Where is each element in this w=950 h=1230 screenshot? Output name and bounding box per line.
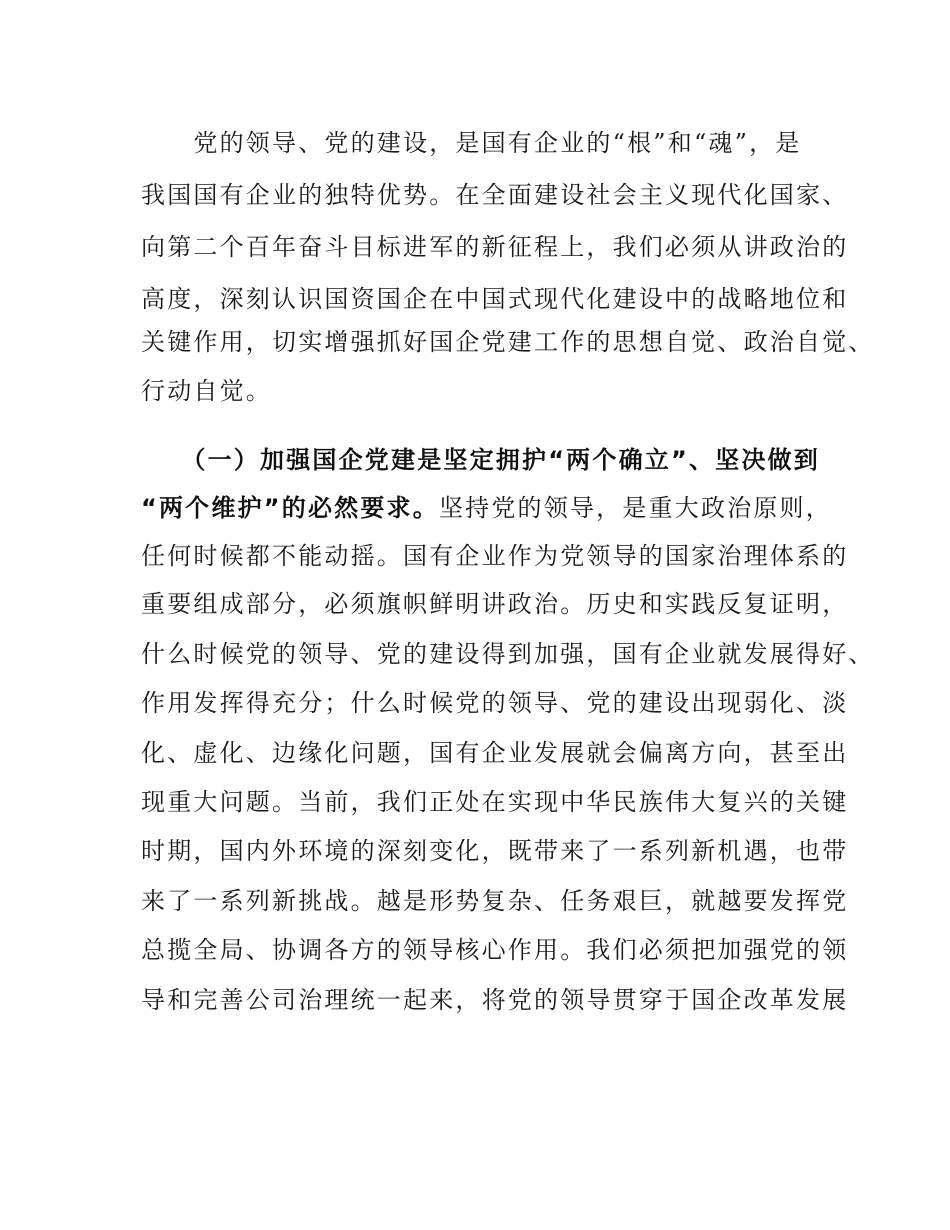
paragraph-2-line-6: 现重大问题。当前，我们正处在实现中华民族伟大复兴的关键 [141,788,849,816]
paragraph-1-line-3: 向第二个百年奋斗目标进军的新征程上，我们必须从讲政治的 [141,233,849,261]
paragraph-2-line-4: 作用发挥得充分；什么时候党的领导、党的建设出现弱化、淡 [141,689,849,717]
section-heading-line-2 [141,493,832,523]
paragraph-2-line-1: 任何时候都不能动摇。国有企业作为党领导的国家治理体系的 [141,542,849,570]
paragraph-1-line-6: 行动自觉。 [141,377,272,405]
paragraph-2-line-7: 时期，国内外环境的深刻变化，既带来了一系列新机遇，也带 [141,837,849,865]
paragraph-2-line-8: 来了一系列新挑战。越是形势复杂、任务艰巨，就越要发挥党 [141,887,849,915]
paragraph-1-line-2: 我国国有企业的独特优势。在全面建设社会主义现代化国家、 [141,181,849,209]
paragraph-1-line-5: 关键作用，切实增强抓好国企党建工作的思想自觉、政治自觉、 [141,328,875,356]
paragraph-2-line-10: 导和完善公司治理统一起来，将党的领导贯穿于国企改革发展 [141,986,849,1014]
paragraph-2-line-2: 重要组成部分，必须旗帜鲜明讲政治。历史和实践反复证明， [141,590,849,618]
section-heading-rest: 坚持党的领导，是重大政治原则， [438,494,832,522]
paragraph-1-line-4: 高度，深刻认识国资国企在中国式现代化建设中的战略地位和 [141,285,849,313]
paragraph-2-line-9: 总揽全局、协调各方的领导核心作用。我们必须把加强党的领 [141,936,849,964]
paragraph-2-line-3: 什么时候党的领导、党的建设得到加强，国有企业就发展得好、 [141,640,875,668]
section-heading-line-1: （一）加强国企党建是坚定拥护“两个确立”、坚决做到 [141,446,820,474]
paragraph-1-line-1: 党的领导、党的建设，是国有企业的“根”和“魂”，是 [141,129,802,157]
paragraph-2-line-5: 化、虚化、边缘化问题，国有企业发展就会偏离方向，甚至出 [141,739,849,767]
section-heading-bold: “两个维护”的必然要求。 [141,494,439,522]
